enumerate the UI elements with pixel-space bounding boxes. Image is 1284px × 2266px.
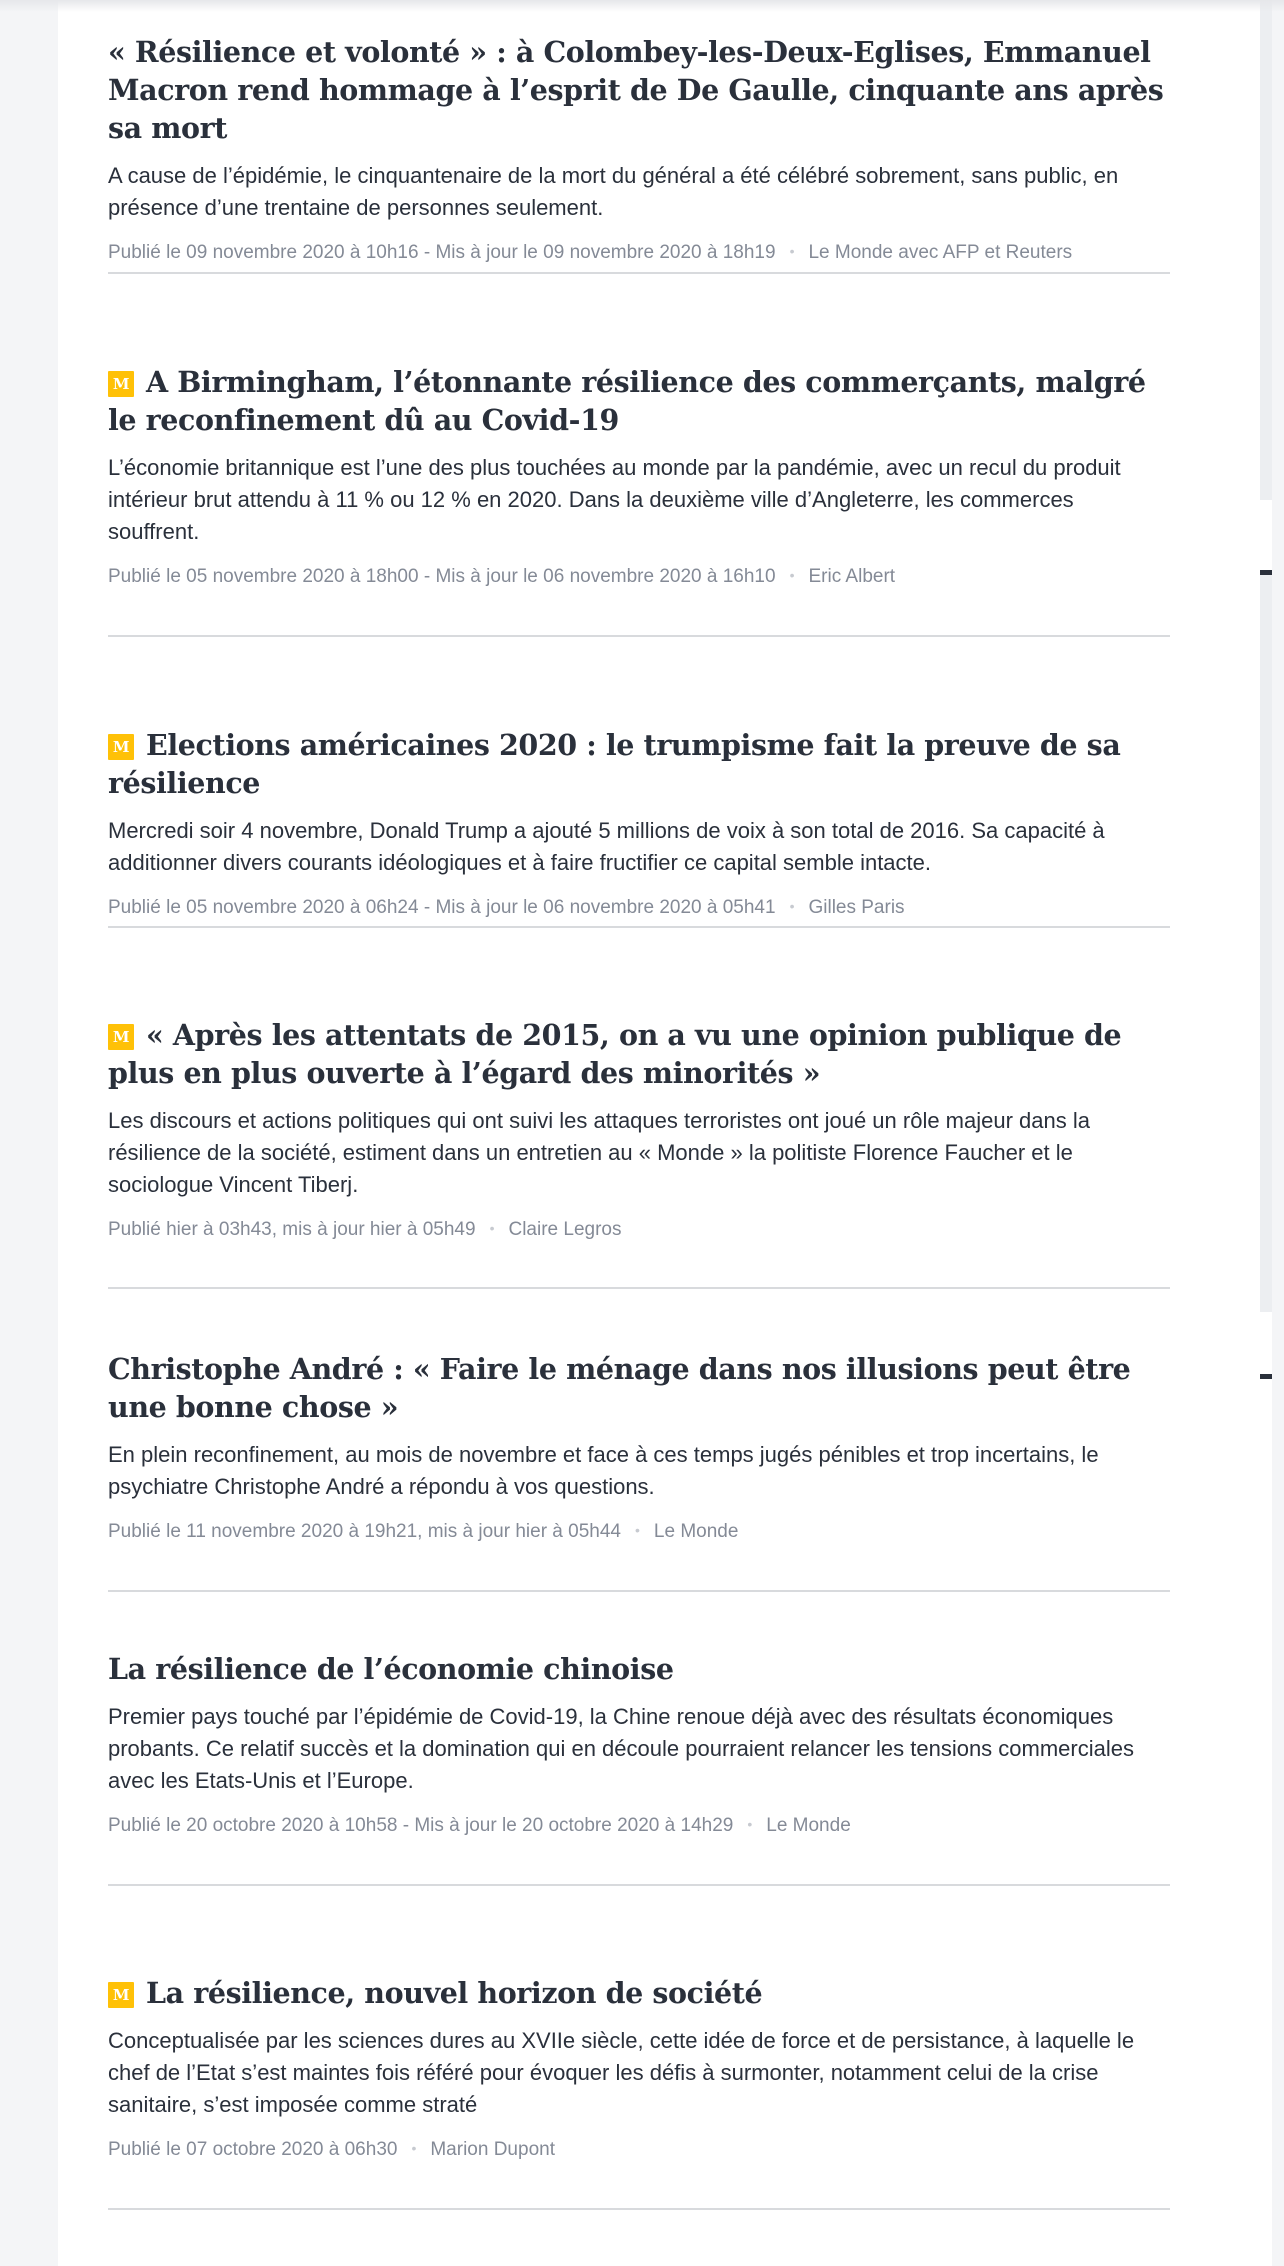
article-description: Mercredi soir 4 novembre, Donald Trump a ajouté 5 millions de voix à son total de 2016. Sa capacité à additionner divers courants idéologiques et à faire fructifier ce capital semble intacte.: [108, 818, 1105, 875]
article-dates: Publié le 09 novembre 2020 à 10h16 - Mis à jour le 09 novembre 2020 à 18h19: [108, 242, 776, 263]
article-divider: [108, 635, 1170, 637]
article-title-link[interactable]: [108, 1650, 1170, 1688]
article-title-link[interactable]: [108, 1350, 1170, 1426]
article-meta: [108, 2135, 1170, 2163]
article-divider: [108, 272, 1170, 274]
side-rail: [1260, 0, 1272, 500]
premium-badge-icon: M: [108, 734, 134, 760]
article-item[interactable]: [108, 726, 1170, 921]
article-title-link[interactable]: [108, 1016, 1170, 1092]
article-title-text[interactable]: Christophe André : « Faire le ménage dans nos illusions peut être une bonne chose »: [108, 1352, 1131, 1424]
article-item[interactable]: [108, 1650, 1170, 1839]
side-rail-marker: [1260, 570, 1272, 575]
article-item[interactable]: [108, 33, 1170, 266]
article-author: Eric Albert: [808, 566, 896, 587]
article-meta: [108, 562, 1170, 590]
article-divider: [108, 2208, 1170, 2210]
article-description: Les discours et actions politiques qui ont suivi les attaques terroristes ont joué un rôle majeur dans la résilience de la société, estiment dans un entretien au « Monde » la politiste Florence Faucher et le sociologue Vincent Tiberj.: [108, 1108, 1090, 1197]
article-title-text[interactable]: « Après les attentats de 2015, on a vu une opinion publique de plus en plus ouverte à l’égard des minorités »: [108, 1018, 1122, 1090]
meta-separator-dot: •: [489, 1220, 495, 1236]
article-title-text[interactable]: Elections américaines 2020 : le trumpisme fait la preuve de sa résilience: [108, 728, 1121, 800]
meta-separator-dot: •: [411, 2140, 417, 2156]
meta-separator-dot: •: [789, 243, 795, 259]
article-divider: [108, 1884, 1170, 1886]
article-title-link[interactable]: [108, 726, 1170, 802]
premium-badge-icon: M: [108, 1982, 134, 2008]
article-divider: [108, 1590, 1170, 1592]
meta-separator-dot: •: [789, 567, 795, 583]
article-divider: [108, 926, 1170, 928]
article-description: L’économie britannique est l’une des plus touchées au monde par la pandémie, avec un recul du produit intérieur brut attendu à 11 % ou 12 % en 2020. Dans la deuxième ville d’Angleterre, les commerces souffrent.: [108, 455, 1121, 544]
article-description: A cause de l’épidémie, le cinquantenaire de la mort du général a été célébré sobrement, sans public, en présence d’une trentaine de personnes seulement.: [108, 163, 1119, 220]
article-item[interactable]: [108, 1350, 1170, 1545]
article-dates: Publié le 20 octobre 2020 à 10h58 - Mis à jour le 20 octobre 2020 à 14h29: [108, 1815, 734, 1836]
side-rail-marker: [1260, 1374, 1272, 1379]
search-results-page: [58, 0, 1272, 2266]
article-meta: [108, 1517, 1170, 1545]
article-dates: Publié le 05 novembre 2020 à 06h24 - Mis à jour le 06 novembre 2020 à 05h41: [108, 897, 776, 918]
article-description: Premier pays touché par l’épidémie de Covid-19, la Chine renoue déjà avec des résultats économiques probants. Ce relatif succès et la domination qui en découle pourraient relancer les tensions commerciales avec les Etats-Unis et l’Europe.: [108, 1704, 1134, 1793]
article-dates: Publié le 07 octobre 2020 à 06h30: [108, 2139, 398, 2160]
article-title-text[interactable]: La résilience de l’économie chinoise: [108, 1652, 674, 1686]
article-meta: [108, 893, 1170, 921]
premium-badge-icon: M: [108, 371, 134, 397]
side-rail: [1260, 572, 1272, 1312]
article-author: Le Monde: [653, 1521, 739, 1542]
article-meta: [108, 1811, 1170, 1839]
article-author: Le Monde: [766, 1815, 851, 1836]
meta-separator-dot: •: [635, 1522, 640, 1538]
article-description: Conceptualisée par les sciences dures au XVIIe siècle, cette idée de force et de persistance, à laquelle le chef de l’Etat s’est maintes fois référé pour évoquer les défis à surmonter, notamment celui de la crise sanitaire, s’est imposée comme straté: [108, 2028, 1135, 2117]
meta-separator-dot: •: [747, 1816, 753, 1832]
premium-badge-icon: M: [108, 1024, 134, 1050]
article-title-text[interactable]: A Birmingham, l’étonnante résilience des commerçants, malgré le reconfinement dû au Covid-19: [108, 365, 1146, 437]
article-author: Le Monde avec AFP et Reuters: [808, 242, 1073, 263]
article-author: Gilles Paris: [808, 897, 905, 918]
article-author: Claire Legros: [508, 1219, 622, 1240]
article-author: Marion Dupont: [430, 2139, 555, 2160]
article-description: En plein reconfinement, au mois de novembre et face à ces temps jugés pénibles et trop incertains, le psychiatre Christophe André a répondu à vos questions.: [108, 1442, 1099, 1499]
article-title-text[interactable]: La résilience, nouvel horizon de société: [146, 1976, 763, 2010]
meta-separator-dot: •: [789, 898, 795, 914]
article-meta: [108, 238, 1170, 266]
article-title-link[interactable]: [108, 33, 1170, 147]
article-divider: [108, 1287, 1170, 1289]
article-dates: Publié hier à 03h43, mis à jour hier à 05h49: [108, 1219, 476, 1240]
article-meta: [108, 1215, 1170, 1243]
article-title-link[interactable]: [108, 1974, 1170, 2012]
article-item[interactable]: [108, 1974, 1170, 2163]
article-dates: Publié le 05 novembre 2020 à 18h00 - Mis à jour le 06 novembre 2020 à 16h10: [108, 566, 776, 587]
article-title-link[interactable]: [108, 363, 1170, 439]
article-title-text[interactable]: « Résilience et volonté » : à Colombey-les-Deux-Eglises, Emmanuel Macron rend hommage à l’esprit de De Gaulle, cinquante ans après sa mort: [108, 35, 1164, 145]
top-shadow: [0, 0, 1284, 12]
article-item[interactable]: [108, 1016, 1170, 1243]
article-dates: Publié le 11 novembre 2020 à 19h21, mis à jour hier à 05h44: [108, 1521, 621, 1542]
article-item[interactable]: [108, 363, 1170, 590]
